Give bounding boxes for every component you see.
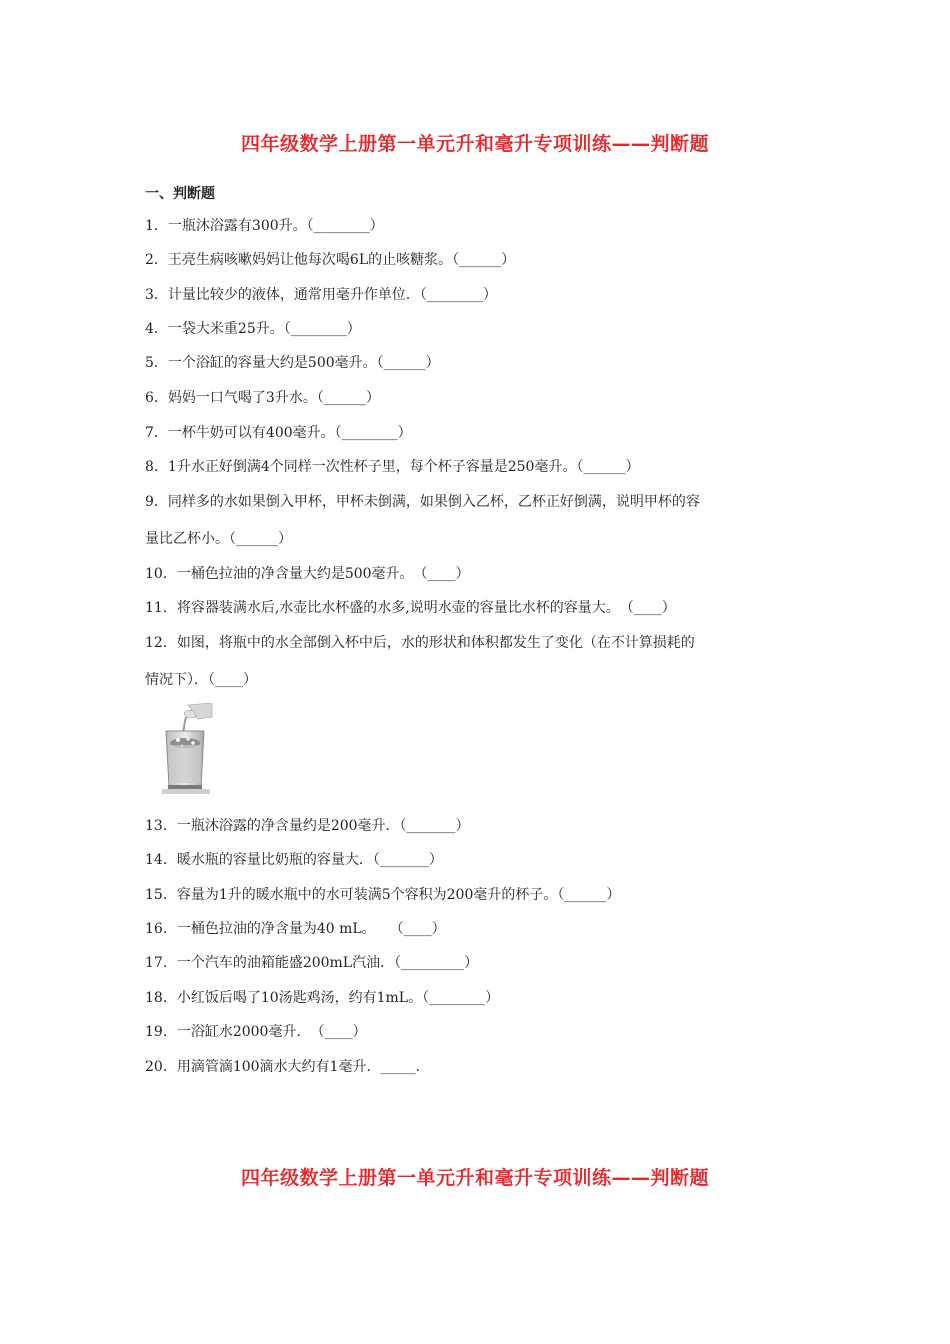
question-9-line-1: 9．同样多的水如果倒入甲杯，甲杯未倒满，如果倒入乙杯，乙杯正好倒满，说明甲杯的容 xyxy=(145,494,700,510)
question-3: 3．计量比较少的液体，通常用毫升作单位．（________） xyxy=(145,287,497,303)
question-20: 20．用滴管滴100滴水大约有1毫升．_____. xyxy=(145,1059,420,1075)
question-12-line-2: 情况下）．（____） xyxy=(145,672,257,688)
question-5: 5．一个浴缸的容量大约是500毫升。（______） xyxy=(145,355,440,371)
question-13: 13．一瓶沐浴露的净含量约是200毫升．（_______） xyxy=(145,818,470,834)
question-16: 16．一桶色拉油的净含量为40 mL。 （____） xyxy=(145,921,446,937)
question-15: 15．容量为1升的暖水瓶中的水可装满5个容积为200毫升的杯子。（______） xyxy=(145,887,621,903)
question-14: 14．暖水瓶的容量比奶瓶的容量大．（_______） xyxy=(145,852,443,868)
question-17: 17．一个汽车的油箱能盛200mL汽油．（_________） xyxy=(145,955,479,971)
question-8: 8．1升水正好倒满4个同样一次性杯子里，每个杯子容量是250毫升。（______） xyxy=(145,459,640,475)
question-11: 11．将容器装满水后,水壶比水杯盛的水多,说明水壶的容量比水杯的容量大。 （____） xyxy=(145,600,676,616)
section-heading: 一、判断题 xyxy=(145,186,215,202)
document-title-repeat: 四年级数学上册第一单元升和毫升专项训练——判断题 xyxy=(240,1167,709,1189)
question-4: 4．一袋大米重25升。（________） xyxy=(145,321,361,337)
question-6: 6．妈妈一口气喝了3升水。（______） xyxy=(145,390,380,406)
document-title: 四年级数学上册第一单元升和毫升专项训练——判断题 xyxy=(240,133,709,155)
question-7: 7．一杯牛奶可以有400毫升。（________） xyxy=(145,425,412,441)
question-2: 2．王亮生病咳嗽妈妈让他每次喝6L的止咳糖浆。（______） xyxy=(145,252,516,268)
question-9-line-2: 量比乙杯小。（______） xyxy=(145,531,292,547)
question-1: 1．一瓶沐浴露有300升。（________） xyxy=(145,218,384,234)
water-pouring-figure xyxy=(158,703,214,795)
question-19: 19．一浴缸水2000毫升． （____） xyxy=(145,1024,367,1040)
question-18: 18．小红饭后喝了10汤匙鸡汤，约有1mL。（________） xyxy=(145,990,500,1006)
question-10: 10．一桶色拉油的净含量大约是500毫升。 （____） xyxy=(145,566,470,582)
question-12-line-1: 12．如图，将瓶中的水全部倒入杯中后，水的形状和体积都发生了变化（在不计算损耗的 xyxy=(145,635,695,651)
